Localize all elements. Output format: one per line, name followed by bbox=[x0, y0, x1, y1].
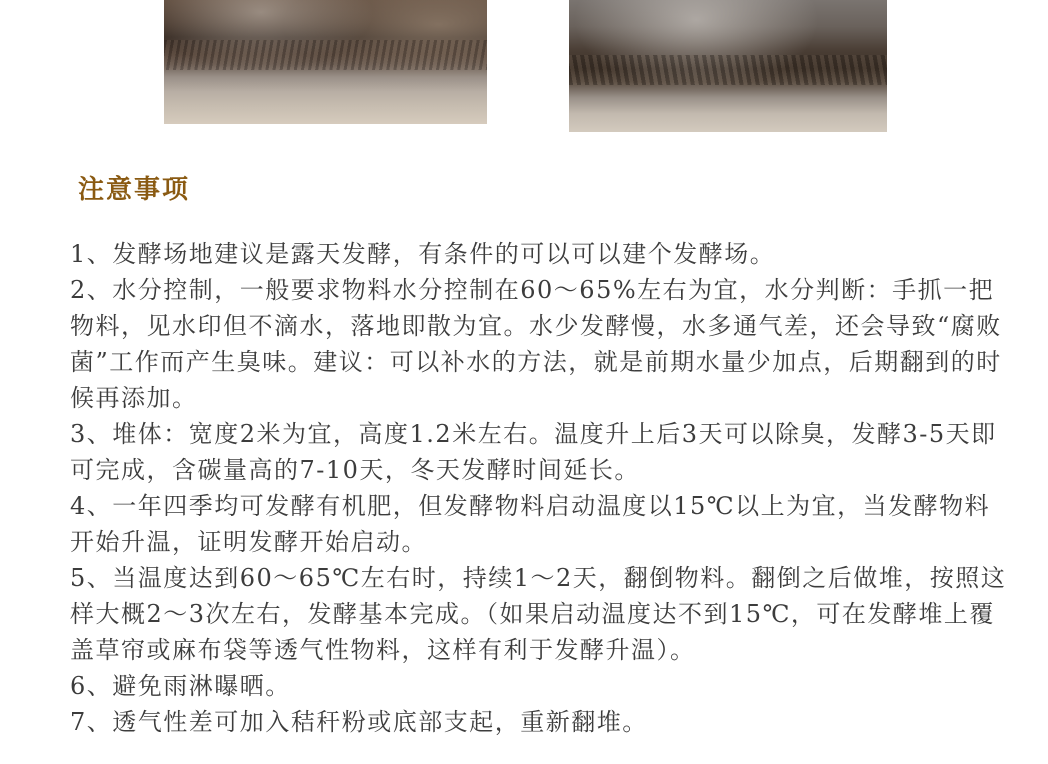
note-item-6: 6、避免雨淋曝晒。 bbox=[70, 672, 291, 700]
section-title: 注意事项 bbox=[78, 175, 191, 205]
compost-pile-photo-right bbox=[569, 0, 887, 132]
note-item-7: 7、透气性差可加入秸秆粉或底部支起，重新翻堆。 bbox=[70, 708, 648, 736]
note-item-2: 2、水分控制，一般要求物料水分控制在60～65%左右为宜，水分判断：手抓一把物料，见水印但不滴水，落地即散为宜。水少发酵慢，水多通气差，还会导致“腐败菌”工作而产生臭味。建议：可以补水的方法，就是前期水量少加点，后期翻到的时候再添加。 bbox=[70, 276, 1002, 412]
note-item-3: 3、堆体：宽度2米为宜，高度1.2米左右。温度升上后3天可以除臭，发酵3-5天即可完成，含碳量高的7-10天，冬天发酵时间延长。 bbox=[70, 420, 997, 484]
note-item-5: 5、当温度达到60～65℃左右时，持续1～2天，翻倒物料。翻倒之后做堆，按照这样大概2～3次左右，发酵基本完成。（如果启动温度达不到15℃，可在发酵堆上覆盖草帘或麻布袋等透气性物料，这样有利于发酵升温）。 bbox=[70, 564, 1007, 664]
compost-pile-photo-left bbox=[164, 0, 487, 124]
note-item-1: 1、发酵场地建议是露天发酵，有条件的可以可以建个发酵场。 bbox=[70, 240, 776, 268]
note-item-4: 4、一年四季均可发酵有机肥，但发酵物料启动温度以15℃以上为宜，当发酵物料开始升温，证明发酵开始启动。 bbox=[70, 492, 991, 556]
notes-list bbox=[70, 236, 1010, 740]
